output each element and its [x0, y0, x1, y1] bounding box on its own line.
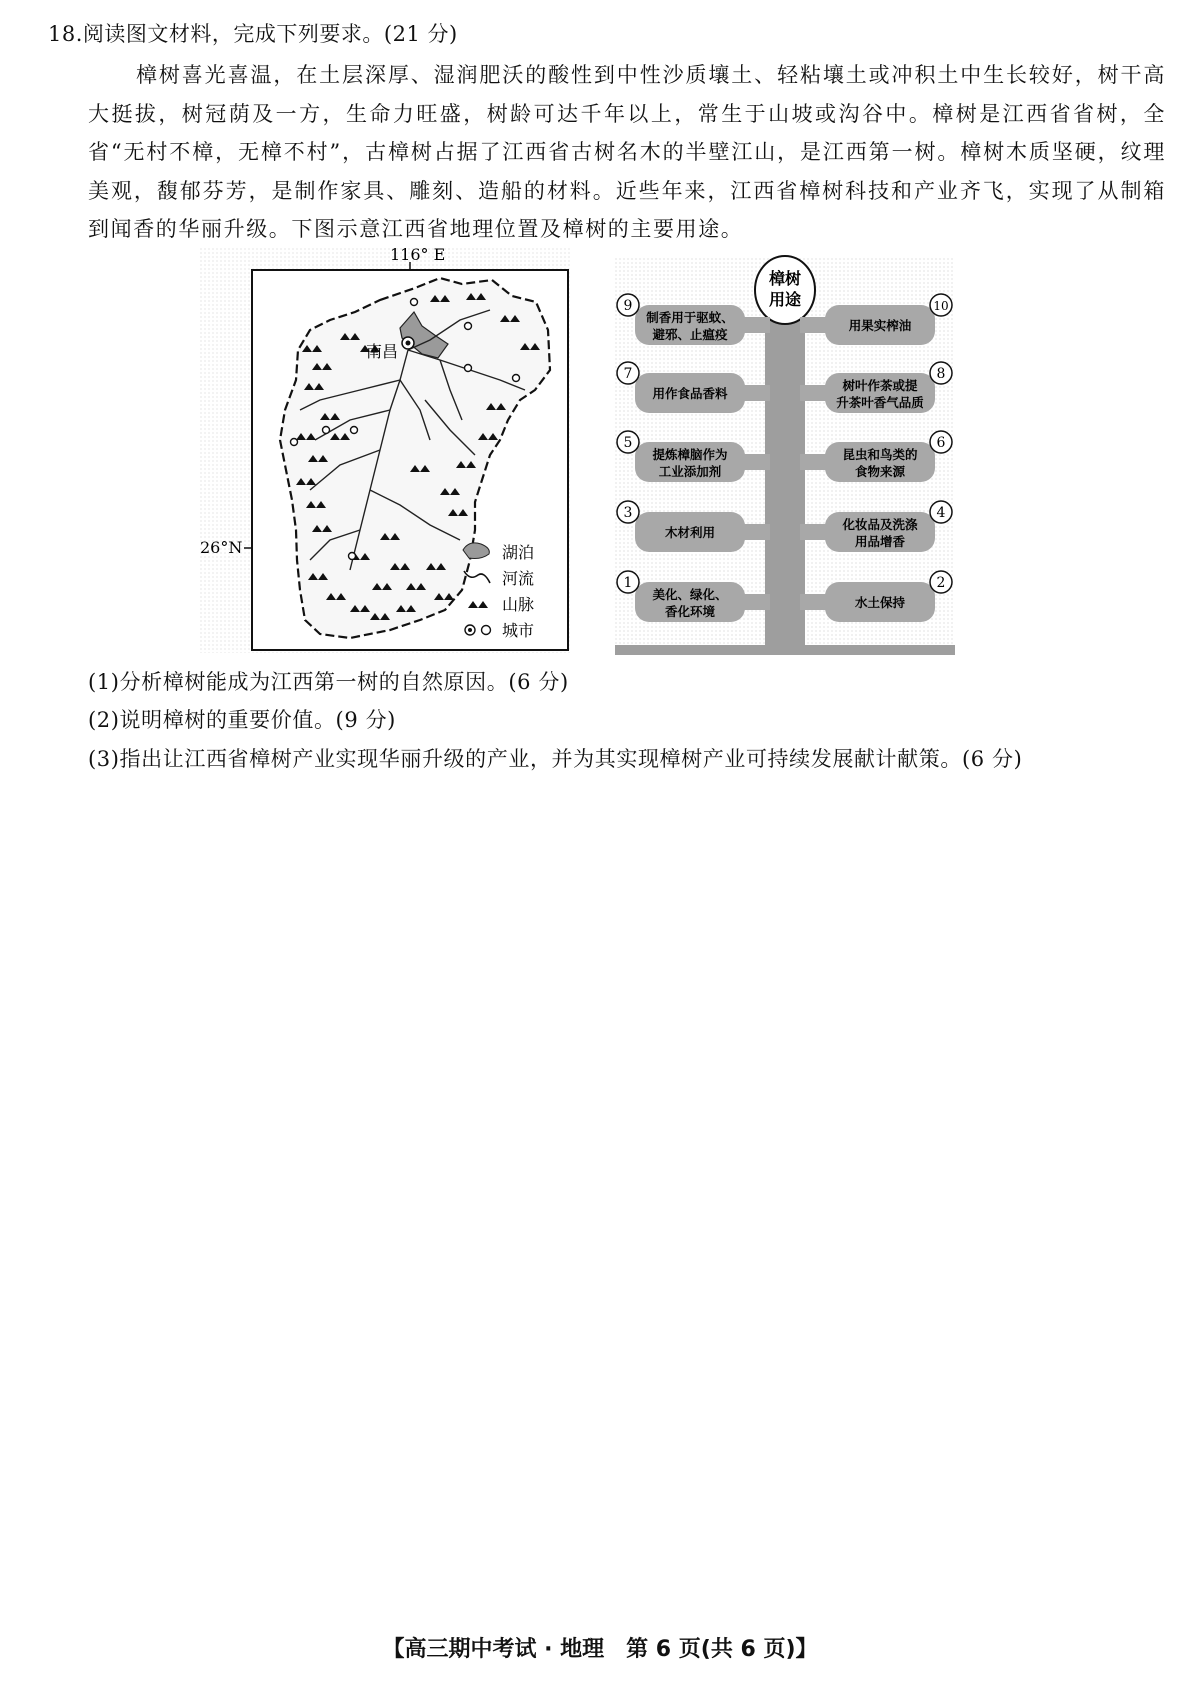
use-label: 提炼樟脑作为 — [652, 447, 728, 462]
legend-label: 山脉 — [502, 595, 535, 614]
branch — [800, 454, 830, 470]
use-label: 树叶作茶或提 — [842, 378, 918, 393]
use-number: 2 — [936, 575, 946, 591]
longitude-label: 116° E — [390, 245, 446, 264]
use-label: 用果实榨油 — [848, 318, 912, 333]
use-label: 用品增香 — [854, 534, 906, 549]
branch — [740, 594, 770, 610]
branch — [800, 594, 830, 610]
use-label: 升茶叶香气品质 — [836, 395, 924, 410]
page-footer: 【高三期中考试 · 地理 第 6 页(共 6 页)】 — [382, 1637, 818, 1662]
branch — [800, 385, 830, 401]
legend-label: 城市 — [502, 621, 535, 640]
use-number: 4 — [936, 505, 946, 521]
use-label: 化妆品及洗涤 — [842, 517, 918, 532]
use-number: 6 — [936, 435, 946, 451]
branch — [740, 317, 770, 333]
branch — [740, 385, 770, 401]
branch — [740, 454, 770, 470]
uses-title: 用途 — [768, 290, 802, 309]
use-label: 避邪、止瘟疫 — [652, 327, 728, 342]
legend-label: 湖泊 — [502, 543, 535, 562]
question-header: 18.阅读图文材料，完成下列要求。(21 分) — [48, 22, 458, 46]
use-number: 3 — [623, 505, 633, 521]
use-number: 10 — [933, 299, 949, 313]
use-label: 昆虫和鸟类的 — [842, 447, 918, 462]
use-label: 木材利用 — [664, 525, 716, 540]
use-number: 9 — [623, 298, 633, 314]
camphor-uses-diagram — [615, 250, 960, 660]
latitude-label: 26°N — [200, 538, 243, 557]
trunk — [765, 290, 805, 645]
use-label: 工业添加剂 — [658, 464, 722, 479]
subquestion-1: (1)分析樟树能成为江西第一树的自然原因。(6 分) — [88, 670, 569, 694]
use-label: 香化环境 — [664, 604, 716, 619]
use-label: 美化、绿化、 — [652, 587, 728, 602]
use-label: 水土保持 — [854, 595, 906, 610]
ground — [615, 645, 955, 655]
branch — [800, 317, 830, 333]
subquestion-3: (3)指出让江西省樟树产业实现华丽升级的产业，并为其实现樟树产业可持续发展献计献策。(6 分) — [88, 747, 1023, 771]
use-number: 8 — [936, 366, 946, 382]
use-number: 5 — [623, 435, 633, 451]
nanchang-label: 南昌 — [366, 342, 399, 361]
material-passage: 樟树喜光喜温，在土层深厚、湿润肥沃的酸性到中性沙质壤土、轻粘壤土或冲积土中生长较好，树干高大挺拔，树冠荫及一方，生命力旺盛，树龄可达千年以上，常生于山坡或沟谷中。樟树是江西省省树，全省“无村不樟，无樟不村”，古樟树占据了江西省古树名木的半壁江山，是江西第一树。樟树木质坚硬，纹理美观，馥郁芬芳，是制作家具、雕刻、造船的材料。近些年来，江西省樟树科技和产业齐飞，实现了从制箱到闻香的华丽升级。下图示意江西省地理位置及樟树的主要用途。 — [88, 63, 1166, 241]
branch — [800, 524, 830, 540]
use-label: 用作食品香料 — [652, 386, 728, 401]
use-label: 制香用于驱蚊、 — [646, 310, 734, 325]
use-number: 1 — [623, 575, 633, 591]
subquestion-2: (2)说明樟树的重要价值。(9 分) — [88, 708, 396, 732]
use-number: 7 — [623, 366, 633, 382]
branch — [740, 524, 770, 540]
jiangxi-map-figure — [200, 240, 580, 660]
uses-title: 樟树 — [768, 269, 802, 288]
legend-label: 河流 — [502, 569, 535, 588]
use-label: 食物来源 — [854, 464, 906, 479]
nanchang-city-icon — [402, 337, 414, 349]
